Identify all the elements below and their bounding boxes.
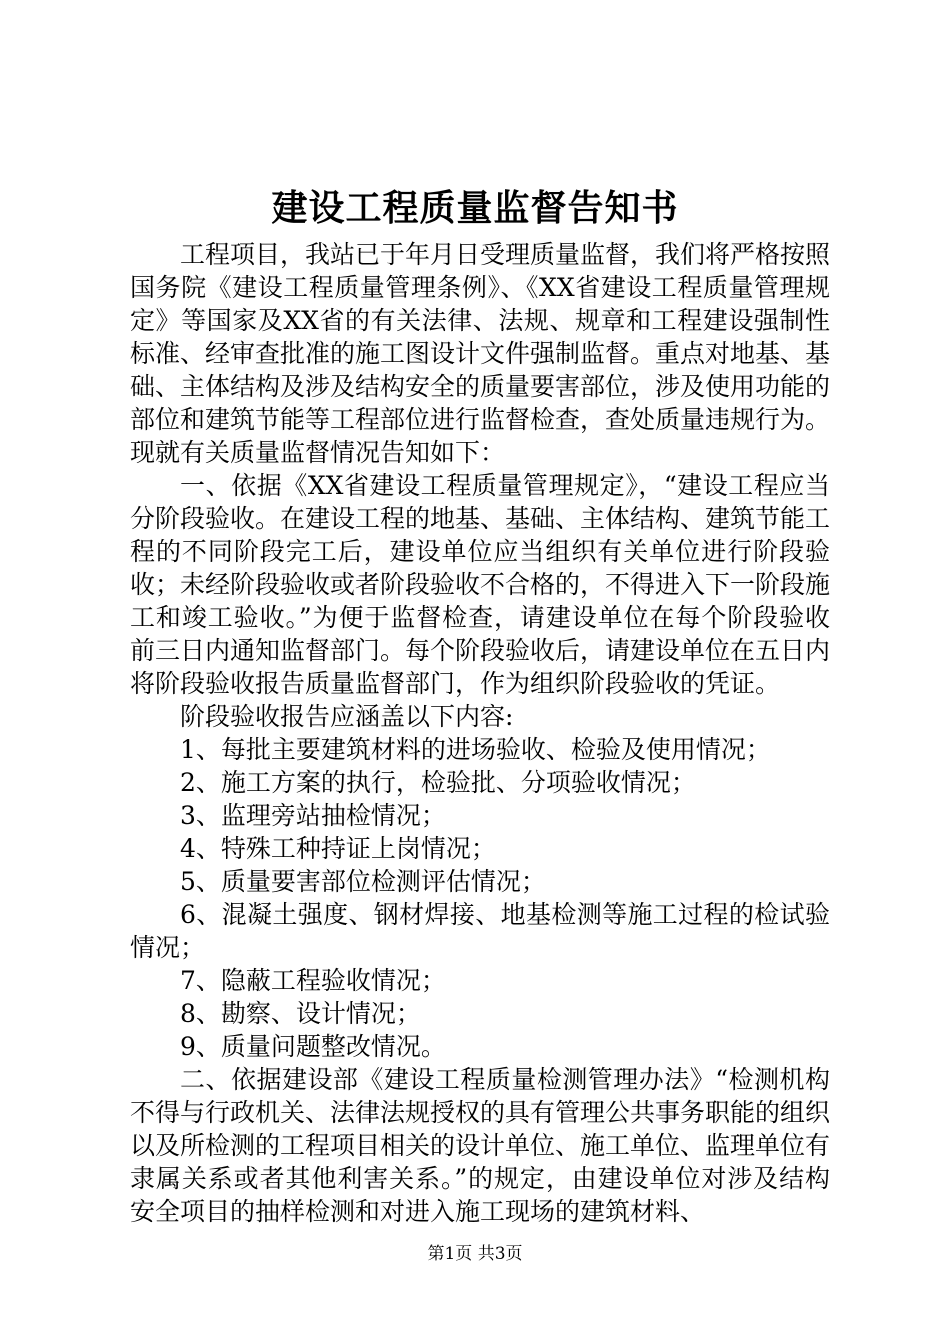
paragraph-intro: 工程项目，我站已于年月日受理质量监督，我们将严格按照国务院《建设工程质量管理条例》、《XX省建设工程质量管理规定》等国家及XX省的有关法律、法规、规章和工程建设强制性标准、经审查批准的施工图设计文件强制监督。重点对地基、基础、主体结构及涉及结构安全的质量要害部位，涉及使用功能的部位和建筑节能等工程部位进行监督检查，查处质量违规行为。现就有关质量监督情况告知如下：: [130, 240, 831, 467]
document-title: 建设工程质量监督告知书: [271, 187, 679, 229]
list-item-7: 7、隐蔽工程验收情况；: [180, 966, 446, 995]
list-item-6: 6、混凝土强度、钢材焊接、地基检测等施工过程的检试验情况；: [130, 900, 830, 962]
paragraph-section-one: 一、依据《XX省建设工程质量管理规定》，“建设工程应当分阶段验收。在建设工程的地基、基础、主体结构、建筑节能工程的不同阶段完工后，建设单位应当组织有关单位进行阶段验收；未经阶段验收或者阶段验收不合格的，不得进入下一阶段施工和竣工验收。”为便于监督检查，请建设单位在每个阶段验收前三日内通知监督部门。每个阶段验收后，请建设单位在五日内将阶段验收报告质量监督部门，作为组织阶段验收的凭证。: [130, 471, 831, 698]
list-item-4: 4、特殊工种持证上岗情况；: [180, 834, 496, 863]
list-item-8: 8、勘察、设计情况；: [180, 999, 421, 1028]
list-item-9: 9、质量问题整改情况。: [180, 1032, 446, 1061]
paragraph-report-contents-heading: 阶段验收报告应涵盖以下内容:: [180, 702, 514, 731]
page-footer: 第1页 共3页: [427, 1244, 523, 1264]
list-item-3: 3、监理旁站抽检情况；: [180, 801, 446, 830]
list-item-5: 5、质量要害部位检测评估情况；: [180, 867, 546, 896]
document-body: [130, 238, 830, 1228]
list-item-2: 2、施工方案的执行，检验批、分项验收情况；: [180, 768, 696, 797]
list-item-1: 1、每批主要建筑材料的进场验收、检验及使用情况；: [180, 735, 771, 764]
paragraph-section-two: 二、依据建设部《建设工程质量检测管理办法》“检测机构不得与行政机关、法律法规授权的具有管理公共事务职能的组织以及所检测的工程项目相关的设计单位、施工单位、监理单位有隶属关系或者其他利害关系。”的规定，由建设单位对涉及结构安全项目的抽样检测和对进入施工现场的建筑材料、: [130, 1065, 831, 1226]
